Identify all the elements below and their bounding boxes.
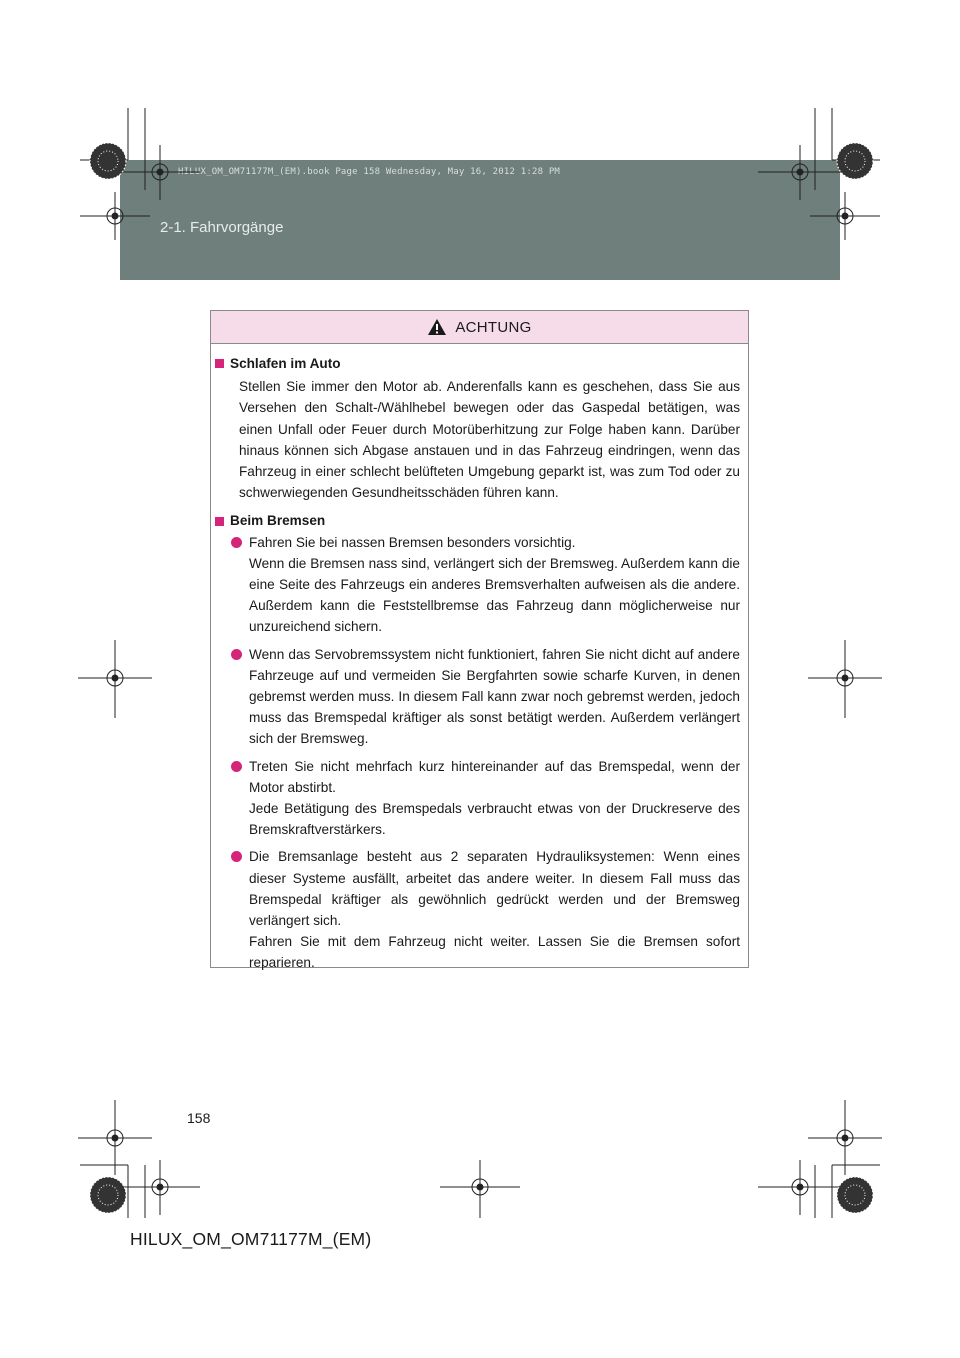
bullet-text: Wenn die Bremsen nass sind, verlängert sich der Bremsweg. Außerdem kann die eine Seite des Fahrzeugs ein anderes Bremsverhalten aufweisen als die andere. Außerdem kann die Feststellbremse das Fahrzeug dann möglicherweise nur unzureichend sichern. — [249, 555, 740, 635]
document-code: HILUX_OM_OM71177M_(EM) — [130, 1229, 372, 1249]
section-title: 2-1. Fahrvorgänge — [160, 219, 284, 236]
warning-box — [210, 310, 749, 971]
registration-crosshair-icon — [758, 1160, 842, 1215]
square-bullet-icon — [215, 359, 224, 368]
warning-body — [211, 344, 748, 974]
round-bullet-icon — [231, 537, 242, 548]
warning-header — [211, 311, 748, 344]
list-item — [231, 644, 740, 750]
sunburst-target-icon — [90, 1177, 126, 1213]
bullet-lead: Treten Sie nicht mehrfach kurz hintereinander auf das Bremspedal, wenn der Motor abstirbt. — [249, 758, 740, 795]
topic-paragraph: Stellen Sie immer den Motor ab. Anderenfalls kann es geschehen, dass Sie aus Versehen den Schalt-/Wählhebel bewegen oder das Gaspedal betätigen, was einen Unfall oder Feuer durch Motorüberhitzung zur Folge haben kann. Darüber hinaus können sich Abgase anstauen und in das Fahrzeug eindringen, wenn das Fahrzeug in einer schlecht belüfteten Umgebung geparkt ist, was zum Tod oder zu schwerwiegenden Gesundheitsschäden führen kann. — [239, 379, 740, 501]
registration-crosshair-icon — [440, 1160, 520, 1218]
topic-title: Schlafen im Auto — [230, 356, 341, 371]
registration-crosshair-icon — [78, 640, 152, 718]
warning-triangle-icon — [427, 318, 447, 336]
square-bullet-icon — [215, 517, 224, 526]
round-bullet-icon — [231, 649, 242, 660]
bullet-lead: Die Bremsanlage besteht aus 2 separaten Hydrauliksystemen: Wenn eines dieser Systeme ausfällt, arbeitet das andere weiter. In diesem Fall muss das Bremspedal kräftiger als gewöhnlich gedrückt werden und der Bremsweg verlängert sich. — [249, 849, 740, 929]
bullet-lead: Fahren Sie bei nassen Bremsen besonders vorsichtig. — [249, 534, 576, 550]
warning-label: ACHTUNG — [455, 318, 532, 336]
registration-crosshair-icon — [78, 1100, 152, 1175]
sunburst-target-icon — [837, 1177, 873, 1213]
round-bullet-icon — [231, 851, 242, 862]
bullet-lead: Wenn das Servobremssystem nicht funktioniert, fahren Sie nicht dicht auf andere Fahrzeuge auf und vermeiden Sie Bergfahrten sowie scharfe Kurven, in denen gebremst werden muss. In diesem Fall kann zwar noch gebremst werden, jedoch muss das Bremspedal kräftiger als sonst betätigt werden. Außerdem verlängert sich der Bremsweg. — [249, 646, 740, 747]
bullet-text: Fahren Sie mit dem Fahrzeug nicht weiter. Lassen Sie die Bremsen sofort reparieren. — [249, 934, 740, 971]
registration-crosshair-icon — [118, 1160, 200, 1215]
list-item — [231, 532, 740, 638]
print-imprint: HILUX_OM_OM71177M_(EM).book Page 158 Wednesday, May 16, 2012 1:28 PM — [178, 167, 561, 177]
round-bullet-icon — [231, 761, 242, 772]
page-number: 158 — [187, 1110, 211, 1126]
sunburst-target-icon — [837, 143, 873, 179]
topic-title: Beim Bremsen — [230, 513, 326, 529]
list-item — [231, 846, 740, 973]
topic-heading — [215, 510, 740, 531]
list-item — [231, 756, 740, 841]
topic-heading — [215, 353, 740, 374]
registration-crosshair-icon — [808, 1100, 882, 1175]
registration-crosshair-icon — [808, 640, 882, 718]
bullet-text: Jede Betätigung des Bremspedals verbraucht etwas von der Druckreserve des Bremskraftverstärkers. — [249, 801, 740, 838]
